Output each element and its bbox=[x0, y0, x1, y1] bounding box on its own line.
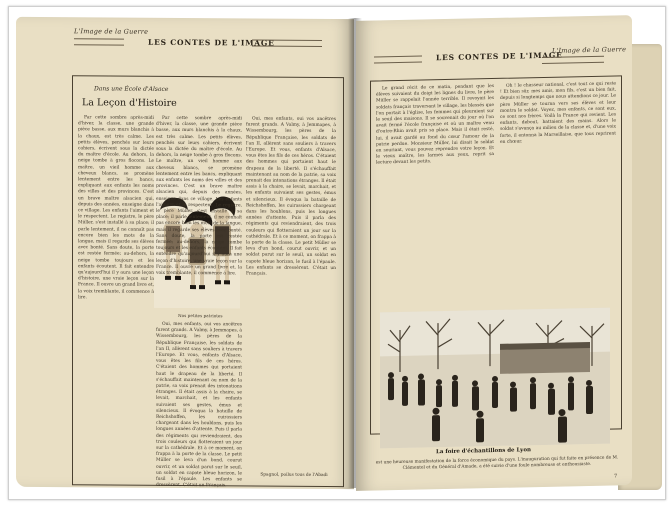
right-page bbox=[356, 15, 632, 491]
right-running-title: L'Image de la Guerre bbox=[552, 45, 627, 55]
story-title: La Leçon d'Histoire bbox=[82, 97, 177, 109]
lyon-fair-photo bbox=[380, 308, 610, 449]
left-column-1-text: Par cette sombre après-midi d'hiver, la classe, une grande pièce basse, aux murs blanchis à la chaux, est très calme. Les petits élèves, penchés sur leurs cahiers, écrivent sous la dictée du maître d'école. Au dehors, la neige tombe à gros flocons. Le maître, un vieil homme aux cheveux blancs, se promène lentement entre les bancs, expliquant aux enfants les noms des villes et des provinces. C'est un brave maître alsacien qui, depuis des années, enseigne dans ce village. Les enfants l'aiment et le respectent. Le registre, le père Müller, s'est installé à sa place; il parle lentement, il ne connaît pas encore bien les mots de la langue, mais il regarde ses élèves avec bonté. Sans doute, la porte est restée fermée; au-dehors, la neige tombe toujours et les enfants écoutent. Il fait entendre qu'aujourd'hui il y aura une leçon d'histoire, une vraie leçon sur la France. Il ouvre un grand livre et, la voix tremblante, il commence à lire. bbox=[78, 115, 154, 301]
left-ornament-1 bbox=[74, 38, 124, 45]
right-ornament-2 bbox=[542, 56, 604, 64]
left-column-2 bbox=[246, 116, 336, 471]
left-column-1 bbox=[78, 115, 154, 480]
left-column-2-text: Oui, mes enfants, oui vos ancêtres furent grands. A Valmy, à Jemmapes, à Wissembourg, les pères de la République Française, les soldats de l'an II, allèrent sans souliers à travers l'Europe. Et vous, enfants d'Alsace, vous êtes les fils de ces héros. C'étaient des hommes qui portaient haut le drapeau de la liberté. Il s'échauffait maintenant au nom de la patrie, sa voix prenait des intonations étranges. Il était assis à la chaire, se levait, marchait, et les enfants suivaient ses gestes, émus et silencieux. Il évoqua la bataille de Reichshoffen, les cuirassiers chargeant dans les houblons, puis les longues années d'attente. Puis il parla des régiments qui reviendraient, des trois couleurs qui flotteraient un jour sur la cathédrale. Et à ce moment, on frappa à la porte de la classe. Le petit Müller se leva d'un bond, courut ouvrir, et un soldat parut sur le seuil, un soldat en capote bleue horizon, le fusil à l'épaule. Les enfants se dressèrent. C'était un Français. bbox=[246, 116, 336, 277]
left-section-title: LES CONTES DE L'IMAGE bbox=[148, 37, 275, 48]
lyon-fair-note: est une heureuse manifestation de la force économique du pays. L'inauguration qui fut faite en présence de M. Clémentel et du Général d'Amade, a été suivie d'une foule nombreuse et enthousiaste. bbox=[375, 455, 619, 471]
left-column-1b-text: Par cette sombre après-midi d'hiver, la classe, une grande pièce basse, aux murs blanchis à la chaux, est très calme. Les petits élèves, penchés sur leurs cahiers, écrivent sous la dictée du maître d'école. Au dehors, la neige tombe à gros flocons. Le maître, un vieil homme aux cheveux blancs, se promène lentement entre les bancs, expliquant aux enfants les noms des villes et des provinces. C'est un brave maître alsacien qui, depuis des années, enseigne dans ce village. Les enfants l'aiment et le respectent. Le registre, le père Müller, s'est installé à sa place; il parle lentement, il ne connaît pas encore bien les mots de la langue, mais il regarde ses élèves avec bonté. Sans doute, la porte est restée fermée; au-dehors, la neige tombe toujours et les enfants écoutent. Il fait entendre qu'aujourd'hui il y aura une leçon d'histoire, une vraie leçon sur la France. Il ouvre un grand livre et, la voix tremblante, il commence à lire. bbox=[156, 115, 242, 277]
page-number: 7 bbox=[614, 473, 618, 480]
right-column-1-text: Le grand récit de ce matin, pendant que les élèves suivaient du doigt les lignes du livre, le père Müller se rappelait l'année terrible. Il revoyait les soldats français traversant le village, les blessés que l'on portait à l'église, les femmes qui pleuraient sur le seuil des maisons. Il se souvenait du jour où l'on avait fermé l'école française et où un maître venu d'outre-Rhin avait pris sa place. Mais il était resté, lui, il avait gardé au fond du cœur l'amour de la patrie perdue. Monsieur Müller, lui disait le soldat en souriant, vous pouvez reprendre votre leçon. Et le vieux maître, les larmes aux yeux, reprit sa lecture devant les petits. bbox=[376, 84, 494, 166]
open-book bbox=[16, 18, 662, 492]
left-running-title: L'Image de la Guerre bbox=[74, 27, 149, 36]
left-column-1b bbox=[156, 115, 242, 277]
lyon-fair-illustration bbox=[380, 308, 610, 449]
lyon-fair-caption: La foire d'échantillons de Lyon bbox=[436, 447, 532, 456]
right-column-2-text: Oh ! le chasseur national, c'est tout ce qui reste ! Et bien sûr, mes amis, mon fils, c'est un bien fait, depuis si longtemps que nous attendions ce jour. Le père Müller se tourna vers ses élèves et leur montra le soldat. Voyez, mes enfants, ce sont eux, ce sont nos frères. Voilà la France qui revient. Les enfants, debout, battaient des mains. Alors le soldat s'avança au milieu de la classe et, d'une voix forte, il entonna la Marseillaise, que tous reprirent en chœur. bbox=[500, 81, 616, 145]
left-column-1c-text: Oui, mes enfants, oui vos ancêtres furent grands. A Valmy, à Jemmapes, à Wissembourg, les pères de la République Française, les soldats de l'an II, allèrent sans souliers à travers l'Europe. Et vous, enfants d'Alsace, vous êtes les fils de ces héros. C'étaient des hommes qui portaient haut le drapeau de la liberté. Il s'échauffait maintenant au nom de la patrie, sa voix prenait des intonations étranges. Il était assis à la chaire, se levait, marchait, et les enfants suivaient ses gestes, émus et silencieux. Il évoqua la bataille de Reichshoffen, les cuirassiers chargeant dans les houblons, puis les longues années d'attente. Puis il parla des régiments qui reviendraient, des trois couleurs qui flotteraient un jour sur la cathédrale. Et à ce moment, on frappa à la porte de la classe. Le petit Müller se leva d'un bond, courut ouvrir, et un soldat parut sur le seuil, un soldat en capote bleue horizon, le fusil à l'épaule. Les enfants se dressèrent. C'était un Français. bbox=[156, 321, 242, 489]
left-signature: Spagnol, poilus tous de l'Abadi bbox=[260, 472, 328, 478]
right-column-2 bbox=[500, 81, 616, 305]
left-column-1c bbox=[156, 321, 242, 489]
right-column-1 bbox=[376, 84, 494, 308]
right-ornament-1 bbox=[374, 56, 422, 64]
girls-photo-caption: Nos petites patriotes bbox=[178, 312, 223, 319]
right-section-title: LES CONTES DE L'IMAGE bbox=[436, 50, 563, 63]
story-school: Dans une École d'Alsace bbox=[94, 85, 169, 93]
left-page bbox=[16, 17, 354, 489]
left-ornament-2 bbox=[252, 39, 322, 46]
